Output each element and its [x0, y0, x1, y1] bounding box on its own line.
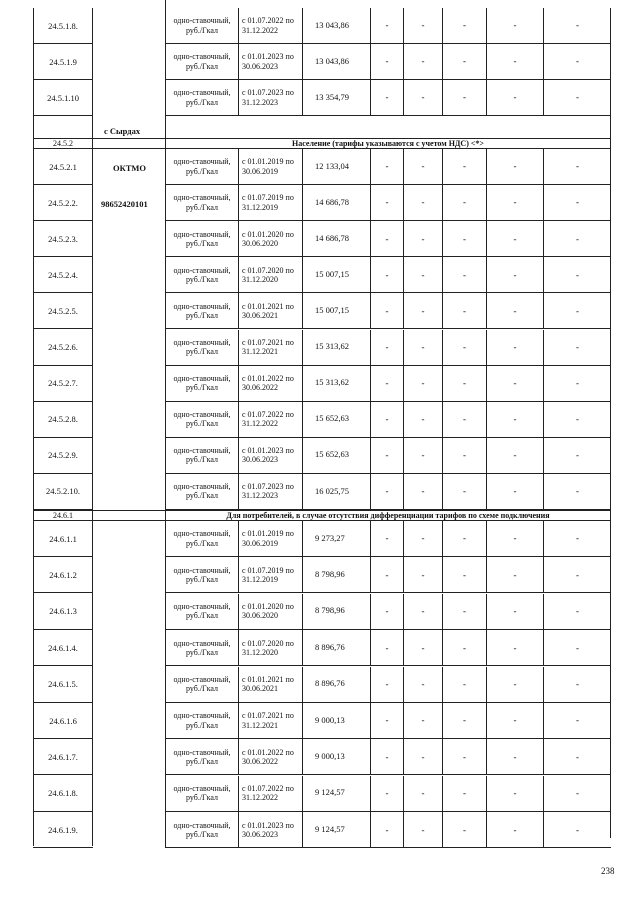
empty-cell-dash: - — [543, 812, 611, 847]
row-id: 24.6.1.1 — [33, 521, 93, 557]
tariff-unit: одно-ставочный, руб./Гкал — [165, 293, 238, 328]
tariff-period: с 01.07.2020 по 31.12.2020 — [238, 630, 302, 665]
empty-cell-dash: - — [442, 80, 486, 115]
oktmo-label: ОКТМО — [113, 163, 146, 173]
tariff-period: с 01.01.2022 по 30.06.2022 — [238, 739, 302, 774]
row-id: 24.6.1.6 — [33, 703, 93, 739]
empty-cell-dash: - — [486, 80, 543, 115]
empty-cell-dash: - — [370, 80, 403, 115]
empty-cell-dash: - — [370, 366, 403, 401]
empty-cell-dash: - — [370, 557, 403, 592]
empty-cell-dash: - — [543, 330, 611, 365]
row-id: 24.5.2.8. — [33, 402, 93, 438]
empty-cell-dash: - — [543, 80, 611, 115]
empty-cell-dash: - — [543, 438, 611, 473]
tariff-unit: одно-ставочный, руб./Гкал — [165, 667, 238, 702]
tariff-value: 8 798,96 — [302, 594, 370, 629]
empty-cell-dash: - — [486, 521, 543, 556]
tariff-period: с 01.01.2019 по 30.06.2019 — [238, 521, 302, 556]
tariff-value: 9 124,57 — [302, 776, 370, 811]
empty-cell-dash: - — [486, 221, 543, 256]
empty-cell-dash: - — [403, 703, 442, 738]
tariff-unit: одно-ставочный, руб./Гкал — [165, 8, 238, 43]
empty-cell-dash: - — [403, 594, 442, 629]
empty-cell-dash: - — [543, 594, 611, 629]
tariff-value: 8 798,96 — [302, 557, 370, 592]
empty-cell-dash: - — [370, 293, 403, 328]
empty-cell-dash: - — [486, 776, 543, 811]
empty-cell-dash: - — [370, 521, 403, 556]
tariff-unit: одно-ставочный, руб./Гкал — [165, 185, 238, 220]
empty-cell-dash: - — [543, 221, 611, 256]
empty-cell-dash: - — [543, 739, 611, 774]
table-row — [165, 80, 611, 116]
id-column-right-border — [92, 8, 93, 846]
empty-cell-dash: - — [486, 293, 543, 328]
table-row — [165, 474, 611, 510]
tariff-period: с 01.01.2023 по 30.06.2023 — [238, 812, 302, 847]
row-id: 24.6.1.4. — [33, 630, 93, 666]
tariff-period: с 01.01.2020 по 30.06.2020 — [238, 594, 302, 629]
empty-cell-dash: - — [486, 44, 543, 79]
empty-cell-dash: - — [442, 739, 486, 774]
empty-cell-dash: - — [403, 330, 442, 365]
empty-cell-dash: - — [486, 257, 543, 292]
tariff-period: с 01.07.2019 по 31.12.2019 — [238, 185, 302, 220]
empty-cell-dash: - — [442, 521, 486, 556]
tariff-period: с 01.07.2022 по 31.12.2022 — [238, 8, 302, 43]
empty-cell-dash: - — [486, 8, 543, 43]
empty-cell-dash: - — [543, 474, 611, 509]
row-id: 24.5.2.4. — [33, 257, 93, 293]
empty-cell-dash: - — [543, 185, 611, 220]
tariff-value: 8 896,76 — [302, 630, 370, 665]
tariff-unit: одно-ставочный, руб./Гкал — [165, 402, 238, 437]
row-id: 24.5.1.10 — [33, 80, 93, 116]
empty-cell-dash: - — [370, 812, 403, 847]
empty-cell-dash: - — [486, 330, 543, 365]
empty-cell-dash: - — [370, 776, 403, 811]
empty-cell-dash: - — [442, 185, 486, 220]
tariff-unit: одно-ставочный, руб./Гкал — [165, 521, 238, 556]
empty-cell-dash: - — [486, 185, 543, 220]
tariff-unit: одно-ставочный, руб./Гкал — [165, 257, 238, 292]
tariff-value: 15 652,63 — [302, 402, 370, 437]
tariff-value: 15 007,15 — [302, 257, 370, 292]
tariff-unit: одно-ставочный, руб./Гкал — [165, 221, 238, 256]
empty-cell-dash: - — [403, 667, 442, 702]
tariff-value: 13 354,79 — [302, 80, 370, 115]
empty-cell-dash: - — [486, 703, 543, 738]
empty-cell-dash: - — [403, 521, 442, 556]
row-id: 24.5.2.3. — [33, 221, 93, 257]
empty-cell-dash: - — [442, 474, 486, 509]
empty-cell-dash: - — [442, 812, 486, 847]
tariff-period: с 01.01.2021 по 30.06.2021 — [238, 293, 302, 328]
tariff-period: с 01.07.2019 по 31.12.2019 — [238, 557, 302, 592]
empty-cell-dash: - — [543, 44, 611, 79]
tariff-unit: одно-ставочный, руб./Гкал — [165, 812, 238, 847]
empty-cell-dash: - — [370, 667, 403, 702]
tariff-unit: одно-ставочный, руб./Гкал — [165, 776, 238, 811]
tariff-period: с 01.07.2021 по 31.12.2021 — [238, 330, 302, 365]
empty-cell-dash: - — [543, 667, 611, 702]
tariff-value: 14 686,78 — [302, 185, 370, 220]
empty-cell-dash: - — [442, 703, 486, 738]
empty-cell-dash: - — [543, 366, 611, 401]
tariff-period: с 01.07.2022 по 31.12.2022 — [238, 776, 302, 811]
section-id: 24.6.1 — [53, 511, 73, 520]
tariff-period: с 01.07.2023 по 31.12.2023 — [238, 474, 302, 509]
tariff-value: 13 043,86 — [302, 44, 370, 79]
empty-cell-dash: - — [442, 594, 486, 629]
tariff-period: с 01.01.2021 по 30.06.2021 — [238, 667, 302, 702]
empty-cell-dash: - — [403, 366, 442, 401]
section-header-24-6-1 — [33, 510, 611, 521]
oktmo-code: 98652420101 — [101, 199, 148, 209]
empty-cell-dash: - — [442, 776, 486, 811]
tariff-value: 12 133,04 — [302, 149, 370, 184]
empty-cell-dash: - — [442, 221, 486, 256]
row-id: 24.6.1.3 — [33, 594, 93, 630]
section-id: 24.5.2 — [53, 139, 73, 148]
empty-cell-dash: - — [486, 630, 543, 665]
tariff-period: с 01.01.2023 по 30.06.2023 — [238, 44, 302, 79]
tariff-value: 9 273,27 — [302, 521, 370, 556]
empty-cell-dash: - — [486, 557, 543, 592]
empty-cell-dash: - — [370, 8, 403, 43]
table-row — [165, 44, 611, 80]
empty-cell-dash: - — [442, 44, 486, 79]
table-row — [165, 557, 611, 593]
empty-cell-dash: - — [403, 293, 442, 328]
empty-cell-dash: - — [486, 366, 543, 401]
empty-cell-dash: - — [442, 330, 486, 365]
empty-cell-dash: - — [543, 630, 611, 665]
empty-cell-dash: - — [442, 366, 486, 401]
row-id: 24.6.1.2 — [33, 557, 93, 593]
tariff-unit: одно-ставочный, руб./Гкал — [165, 149, 238, 184]
empty-cell-dash: - — [403, 630, 442, 665]
empty-cell-dash: - — [370, 739, 403, 774]
row-id: 24.5.1.8. — [33, 8, 93, 44]
table-row — [165, 330, 611, 366]
empty-cell-dash: - — [543, 521, 611, 556]
empty-cell-dash: - — [543, 257, 611, 292]
table-row — [165, 630, 611, 666]
empty-cell-dash: - — [370, 438, 403, 473]
table-row — [165, 8, 611, 44]
tariff-unit: одно-ставочный, руб./Гкал — [165, 630, 238, 665]
tariff-unit: одно-ставочный, руб./Гкал — [165, 594, 238, 629]
empty-cell-dash: - — [543, 293, 611, 328]
tariff-period: с 01.07.2022 по 31.12.2022 — [238, 402, 302, 437]
tariff-value: 13 043,86 — [302, 8, 370, 43]
row-id: 24.5.2.9. — [33, 438, 93, 474]
row-id: 24.5.1.9 — [33, 44, 93, 80]
table-row — [165, 594, 611, 630]
row-id: 24.6.1.7. — [33, 739, 93, 775]
empty-cell-dash: - — [370, 44, 403, 79]
empty-cell-dash: - — [442, 8, 486, 43]
empty-cell-dash: - — [486, 812, 543, 847]
tariff-unit: одно-ставочный, руб./Гкал — [165, 474, 238, 509]
empty-cell-dash: - — [370, 149, 403, 184]
table-row — [165, 149, 611, 185]
empty-cell-dash: - — [403, 438, 442, 473]
tariff-value: 14 686,78 — [302, 221, 370, 256]
empty-cell-dash: - — [370, 594, 403, 629]
table-row — [165, 257, 611, 293]
row-id: 24.5.2.6. — [33, 330, 93, 366]
row-id: 24.5.2.1 — [33, 149, 93, 185]
row-id: 24.5.2.10. — [33, 474, 93, 510]
empty-cell-dash: - — [442, 257, 486, 292]
empty-cell-dash: - — [403, 739, 442, 774]
tariff-unit: одно-ставочный, руб./Гкал — [165, 80, 238, 115]
tariff-value: 16 025,75 — [302, 474, 370, 509]
empty-cell-dash: - — [486, 474, 543, 509]
empty-cell-dash: - — [403, 474, 442, 509]
tariff-period: с 01.01.2019 по 30.06.2019 — [238, 149, 302, 184]
row-id: 24.5.2.2. — [33, 185, 93, 221]
tariff-value: 15 007,15 — [302, 293, 370, 328]
table-row — [165, 667, 611, 703]
empty-cell-dash: - — [370, 474, 403, 509]
row-id: 24.6.1.8. — [33, 776, 93, 812]
tariff-value: 15 313,62 — [302, 330, 370, 365]
tariff-period: с 01.07.2020 по 31.12.2020 — [238, 257, 302, 292]
tariff-unit: одно-ставочный, руб./Гкал — [165, 438, 238, 473]
empty-cell-dash: - — [543, 402, 611, 437]
empty-cell-dash: - — [442, 149, 486, 184]
empty-cell-dash: - — [486, 402, 543, 437]
empty-cell-dash: - — [403, 221, 442, 256]
table-row — [165, 366, 611, 402]
empty-cell-dash: - — [403, 402, 442, 437]
empty-cell-dash: - — [403, 812, 442, 847]
tariff-value: 9 000,13 — [302, 703, 370, 738]
place-label: с Сырдах — [104, 126, 141, 136]
empty-cell-dash: - — [442, 402, 486, 437]
empty-cell-dash: - — [486, 594, 543, 629]
empty-cell-dash: - — [370, 402, 403, 437]
tariff-unit: одно-ставочный, руб./Гкал — [165, 366, 238, 401]
empty-cell-dash: - — [403, 257, 442, 292]
row-id: 24.6.1.5. — [33, 667, 93, 703]
empty-cell-dash: - — [543, 703, 611, 738]
table-row — [165, 521, 611, 557]
empty-cell-dash: - — [486, 438, 543, 473]
table-row — [165, 438, 611, 474]
tariff-value: 15 652,63 — [302, 438, 370, 473]
table-row — [165, 185, 611, 221]
table-row — [165, 703, 611, 739]
empty-cell-dash: - — [486, 149, 543, 184]
tariff-period: с 01.07.2021 по 31.12.2021 — [238, 703, 302, 738]
row-id: 24.5.2.7. — [33, 366, 93, 402]
row-id: 24.5.2.5. — [33, 293, 93, 329]
tariff-value: 9 000,13 — [302, 739, 370, 774]
table-right-border — [610, 8, 611, 838]
empty-cell-dash: - — [403, 8, 442, 43]
section-title: Для потребителей, в случае отсутствия дифференциации тарифов по схеме подключения — [226, 511, 550, 520]
empty-cell-dash: - — [442, 293, 486, 328]
page-number: 238 — [601, 866, 615, 876]
table-row — [165, 739, 611, 775]
table-row — [165, 776, 611, 812]
empty-cell-dash: - — [403, 80, 442, 115]
tariff-value: 8 896,76 — [302, 667, 370, 702]
empty-cell-dash: - — [442, 630, 486, 665]
empty-cell-dash: - — [370, 257, 403, 292]
empty-cell-dash: - — [403, 557, 442, 592]
table-row — [165, 221, 611, 257]
empty-cell-dash: - — [543, 149, 611, 184]
empty-cell-dash: - — [442, 667, 486, 702]
empty-cell-dash: - — [543, 8, 611, 43]
empty-cell-dash: - — [403, 44, 442, 79]
tariff-value: 15 313,62 — [302, 366, 370, 401]
empty-cell-dash: - — [486, 667, 543, 702]
empty-cell-dash: - — [442, 557, 486, 592]
tariff-period: с 01.07.2023 по 31.12.2023 — [238, 80, 302, 115]
empty-cell-dash: - — [370, 630, 403, 665]
table-row — [165, 293, 611, 329]
empty-cell-dash: - — [442, 438, 486, 473]
row-id: 24.6.1.9. — [33, 812, 93, 848]
section-title: Население (тарифы указываются с учетом НДС) <*> — [292, 139, 484, 148]
empty-cell-dash: - — [543, 776, 611, 811]
tariff-unit: одно-ставочный, руб./Гкал — [165, 703, 238, 738]
tariff-period: с 01.01.2022 по 30.06.2022 — [238, 366, 302, 401]
tariff-unit: одно-ставочный, руб./Гкал — [165, 44, 238, 79]
tariff-unit: одно-ставочный, руб./Гкал — [165, 557, 238, 592]
empty-cell-dash: - — [486, 739, 543, 774]
empty-cell-dash: - — [403, 185, 442, 220]
empty-cell-dash: - — [543, 557, 611, 592]
tariff-period: с 01.01.2020 по 30.06.2020 — [238, 221, 302, 256]
empty-cell-dash: - — [370, 330, 403, 365]
tariff-period: с 01.01.2023 по 30.06.2023 — [238, 438, 302, 473]
empty-cell-dash: - — [370, 185, 403, 220]
table-row — [165, 402, 611, 438]
empty-cell-dash: - — [403, 776, 442, 811]
empty-cell-dash: - — [403, 149, 442, 184]
tariff-unit: одно-ставочный, руб./Гкал — [165, 330, 238, 365]
empty-cell-dash: - — [370, 221, 403, 256]
table-row — [165, 812, 611, 848]
id-column-left-border — [33, 8, 34, 846]
section-header-24-5-2 — [33, 138, 611, 149]
tariff-unit: одно-ставочный, руб./Гкал — [165, 739, 238, 774]
empty-cell-dash: - — [370, 703, 403, 738]
tariff-value: 9 124,57 — [302, 812, 370, 847]
